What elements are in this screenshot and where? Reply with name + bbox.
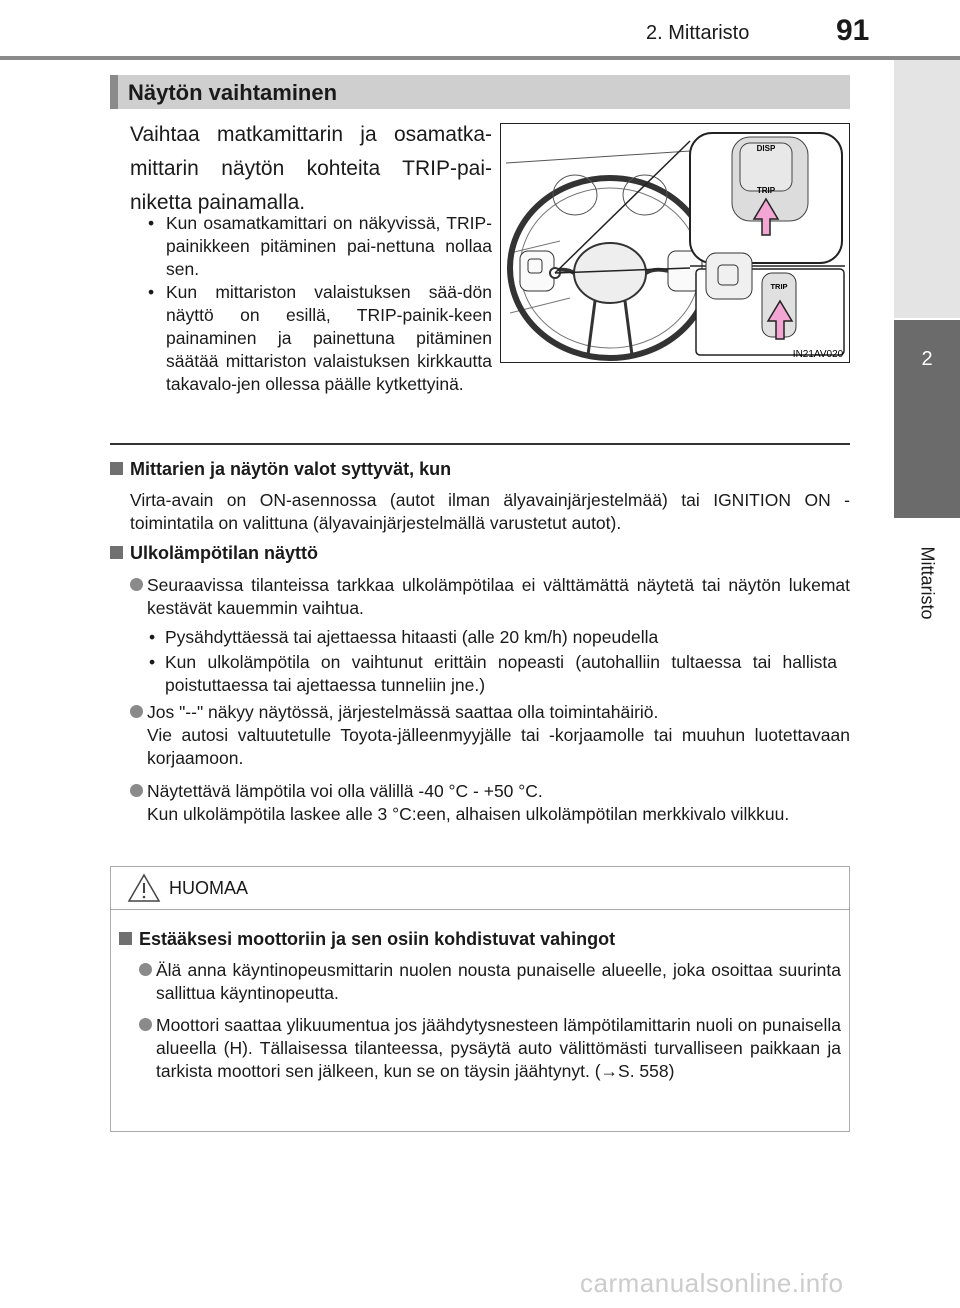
circle-bullet-text: Näytettävä lämpötila voi olla välillä -40 °C - +50 °C. — [147, 781, 543, 801]
steering-wheel-illustration — [500, 123, 850, 363]
watermark: carmanualsonline.info — [580, 1268, 844, 1298]
subheading-text: Estääksesi moottoriin ja sen osiin kohdistuvat vahingot — [139, 929, 616, 949]
section-title: Näytön vaihtaminen — [128, 80, 338, 105]
circle-bullet-item — [156, 1014, 841, 1083]
disp-button-label: DISP — [756, 144, 776, 153]
circle-bullet-icon — [130, 784, 143, 797]
circle-bullet-icon — [130, 578, 143, 591]
circle-bullet-text: Moottori saattaa ylikuumentua jos jäähdytysnesteen lämpötilamittarin nuoli on punaisella alueella (H). Tällaisessa tilanteessa, pysäytä auto välittömästi turvalliseen paikkaan ja tarkista moottori sen jälkeen, kun se on täysin jäähtynyt. (→S. 558) — [156, 1015, 841, 1081]
square-bullet-icon — [119, 932, 132, 945]
section-title-bar — [110, 75, 850, 109]
steering-wheel-figure — [500, 123, 850, 363]
circle-bullet-item — [147, 574, 850, 620]
side-tab-label-box — [894, 528, 960, 638]
subheading — [110, 543, 318, 564]
circle-bullet-text: Seuraavissa tilanteissa tarkkaa ulkolämpötilaa ei välttämättä näytetä tai näytön lukemat kestävät kauemmin vaihtua. — [147, 575, 850, 618]
circle-bullet-text: Kun ulkolämpötila laskee alle 3 °C:een, alhaisen ulkolämpötilan merkkivalo vilkkuu. — [147, 804, 790, 824]
bullet-item: • Kun ulkolämpötila on vaihtunut erittäin nopeasti (autohalliin tultaessa tai hallista poistuttaessa tai ajettaessa tunneliin jne.) — [147, 651, 837, 697]
side-tab — [894, 320, 960, 518]
section-header: 2. Mittaristo — [646, 22, 750, 44]
notes-list — [144, 212, 492, 396]
note-item: • Kun osamatkamittari on näkyvissä, TRIP-painikkeen pitäminen pai-nettuna nollaa sen. — [144, 212, 492, 281]
subheading-text: Ulkolämpötilan näyttö — [130, 543, 319, 563]
figure-code: IN21AV020 — [792, 349, 844, 360]
side-tab-number: 2 — [921, 348, 933, 370]
page-number: 91 — [836, 14, 870, 47]
subheading — [119, 929, 615, 950]
circle-bullet-item — [147, 780, 850, 826]
subheading-text: Mittarien ja näytön valot syttyvät, kun — [130, 459, 452, 479]
warning-triangle-icon — [127, 873, 161, 903]
side-tab-label: Mittaristo — [917, 546, 938, 620]
circle-bullet-text: Jos "--" näkyy näytössä, järjestelmässä saattaa olla toimintahäiriö. — [147, 702, 659, 722]
subheading — [110, 459, 451, 480]
circle-bullet-icon — [130, 705, 143, 718]
section-divider — [110, 443, 850, 445]
square-bullet-icon — [110, 546, 123, 559]
intro-text: Vaihtaa matkamittarin ja osamatka-mittarin näytön kohteita TRIP-pai-niketta painamalla. — [130, 123, 492, 214]
trip-button-label-lower: TRIP — [770, 282, 788, 291]
circle-bullet-text: Vie autosi valtuutetulle Toyota-jälleenmyyjälle tai -korjaamolle tai muuhun luotettavaan korjaamoon. — [147, 725, 850, 768]
notice-header — [111, 867, 849, 910]
notice-label: HUOMAA — [169, 878, 249, 898]
circle-bullet-icon — [139, 963, 152, 976]
header-rule — [0, 56, 960, 60]
side-tab-background — [894, 60, 960, 318]
bullet-item: • Pysähdyttäessä tai ajettaessa hitaasti (alle 20 km/h) nopeudella — [147, 626, 850, 649]
trip-button-label: TRIP — [756, 186, 776, 195]
circle-bullet-text: Älä anna käyntinopeusmittarin nuolen nousta punaiselle alueelle, joka osoittaa suurinta sallittua käyntinopeutta. — [156, 960, 841, 1003]
paragraph: Virta-avain on ON-asennossa (autot ilman älyavainjärjestelmää) tai IGNITION ON -toimintatila on valittuna (älyavainjärjestelmällä varustetut autot). — [130, 490, 850, 533]
note-item: • Kun mittariston valaistuksen sää-dön näyttö on esillä, TRIP-painik-keen painaminen ja painettuna pitäminen säätää mittariston valaistuksen kirkkautta takavalo-jen ollessa päälle kytkettyinä. — [144, 281, 492, 396]
notice-box — [110, 866, 850, 1132]
circle-bullet-item — [156, 959, 841, 1005]
circle-bullet-icon — [139, 1018, 152, 1031]
circle-bullet-item — [147, 701, 850, 770]
square-bullet-icon — [110, 462, 123, 475]
